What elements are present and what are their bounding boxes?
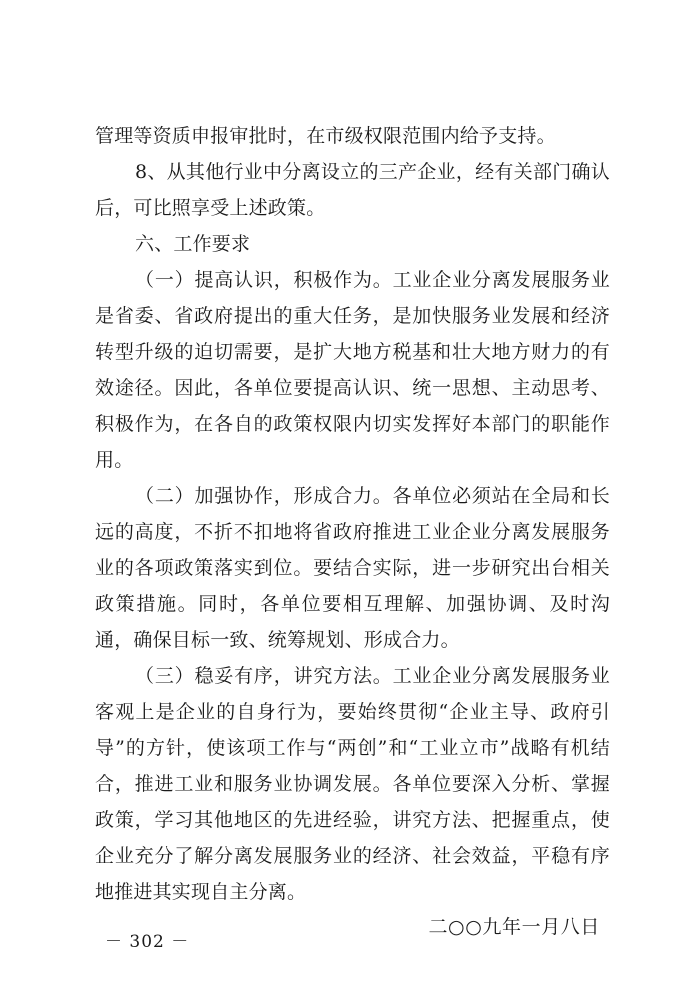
section-heading-work-requirements: 六、工作要求 xyxy=(135,233,251,255)
paragraph-continuation: 管理等资质申报审批时，在市级权限范围内给予支持。 xyxy=(95,125,556,147)
paragraph-requirement-3: （三）稳妥有序，讲究方法。工业企业分离发展服务业客观上是企业的自身行为，要始终贯彻“企业主导、政府引导”的方针，使该项工作与“两创”和“工业立市”战略有机结合，推进工业和服务业协调发展。各单位要深入分析、掌握政策，学习其他地区的先进经验，讲究方法、把握重点，使企业充分了解分离发展服务业的经济、社会效益，平稳有序地推进其实现自主分离。 xyxy=(95,665,610,903)
paragraph-requirement-2: （二）加强协作，形成合力。各单位必须站在全局和长远的高度，不折不扣地将省政府推进工业企业分离发展服务业的各项政策落实到位。要结合实际，进一步研究出台相关政策措施。同时，各单位要相互理解、加强协调、及时沟通，确保目标一致、统筹规划、形成合力。 xyxy=(95,485,610,651)
paragraph-item-8: 8、从其他行业中分离设立的三产企业，经有关部门确认后，可比照享受上述政策。 xyxy=(95,161,610,219)
page-number: － 302 － xyxy=(105,932,190,952)
document-body xyxy=(95,118,610,944)
document-date: 二○○九年一月八日 xyxy=(428,916,600,938)
paragraph-requirement-1: （一）提高认识，积极作为。工业企业分离发展服务业是省委、省政府提出的重大任务，是加快服务业发展和经济转型升级的迫切需要，是扩大地方税基和壮大地方财力的有效途径。因此，各单位要提高认识、统一思想、主动思考、积极作为，在各自的政策权限内切实发挥好本部门的职能作用。 xyxy=(95,269,610,471)
